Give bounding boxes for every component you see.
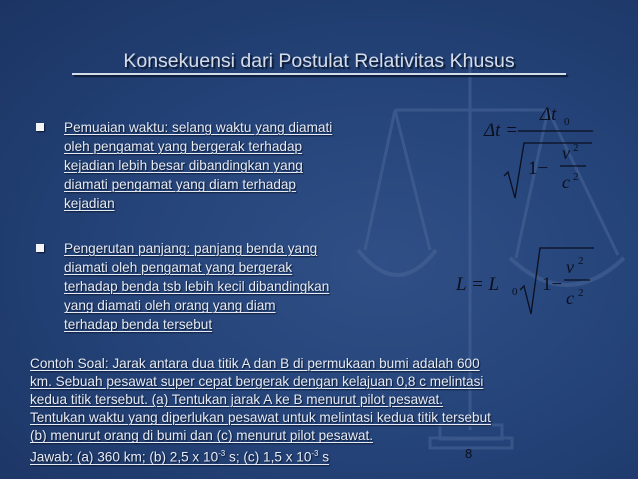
formula-exp: 2: [578, 287, 584, 299]
answer-suffix: s: [318, 450, 330, 465]
bullet-time-dilation: [36, 118, 376, 213]
formula-v: v: [562, 143, 570, 163]
length-contraction-formula: [452, 240, 602, 320]
example-line: (b) menurut orang di bumi dan (c) menurut pilot pesawat.: [30, 428, 374, 444]
slide-title: Konsekuensi dari Postulat Relativitas Khusus: [123, 50, 515, 72]
bullet-line: terhadap benda tersebut: [64, 317, 213, 333]
bullet-square-icon: [36, 244, 44, 252]
formula-exp: 2: [573, 171, 579, 183]
formula-v: v: [566, 257, 574, 277]
bullet-line: Pemuaian waktu: selang waktu yang diamati: [64, 120, 333, 135]
answer-exp-c: -3: [311, 449, 319, 459]
bullet-line: yang diamati oleh orang yang diam: [64, 298, 276, 314]
answer-exp-b: -3: [218, 449, 226, 459]
formula-c: c: [562, 172, 570, 192]
bullet-square-icon: [36, 123, 44, 131]
example-line: Tentukan waktu yang diperlukan pesawat untuk melintasi kedua titik tersebut: [30, 410, 491, 426]
title-underline: [72, 73, 566, 75]
bullet-line: Pengerutan panjang: panjang benda yang: [64, 241, 318, 256]
formula-lhs: L = L: [456, 274, 500, 295]
example-line: km. Sebuah pesawat super cepat bergerak dengan kelajuan 0,8 c melintasi: [30, 374, 484, 390]
formula-lhs: Δt =: [484, 120, 519, 141]
time-dilation-formula: [478, 100, 608, 205]
example-line: kedua titik tersebut. (a) Tentukan jarak A ke B menurut pilot pesawat.: [30, 392, 444, 408]
formula-numerator: Δt: [540, 104, 557, 125]
answer-prefix: Jawab: (a) 360 km; (b) 2,5 x 10: [30, 450, 219, 465]
formula-exp: 2: [578, 255, 584, 267]
bullet-line: diamati pengamat yang diam terhadap: [64, 177, 296, 193]
formula-subscript: 0: [564, 116, 570, 128]
bullet-line: oleh pengamat yang bergerak terhadap: [64, 139, 303, 155]
example-problem: [30, 355, 590, 467]
formula-one-minus: 1−: [528, 158, 549, 179]
bullet-line: terhadap benda tsb lebih kecil dibandingkan: [64, 279, 330, 295]
bullet-line: diamati oleh pengamat yang bergerak: [64, 260, 293, 276]
formula-one-minus: 1−: [542, 274, 563, 295]
formula-subscript: 0: [512, 286, 518, 298]
bullet-length-contraction: [36, 239, 376, 334]
bullet-line: kejadian lebih besar dibandingkan yang: [64, 158, 303, 174]
example-line: Contoh Soal: Jarak antara dua titik A dan B di permukaan bumi adalah 600: [30, 356, 480, 371]
page-number: 8: [465, 446, 473, 461]
example-answer: [30, 445, 590, 467]
bullet-line: kejadian: [64, 196, 115, 212]
formula-c: c: [566, 288, 574, 308]
answer-middle: s; (c) 1,5 x 10: [225, 450, 312, 465]
formula-exp: 2: [573, 142, 579, 154]
